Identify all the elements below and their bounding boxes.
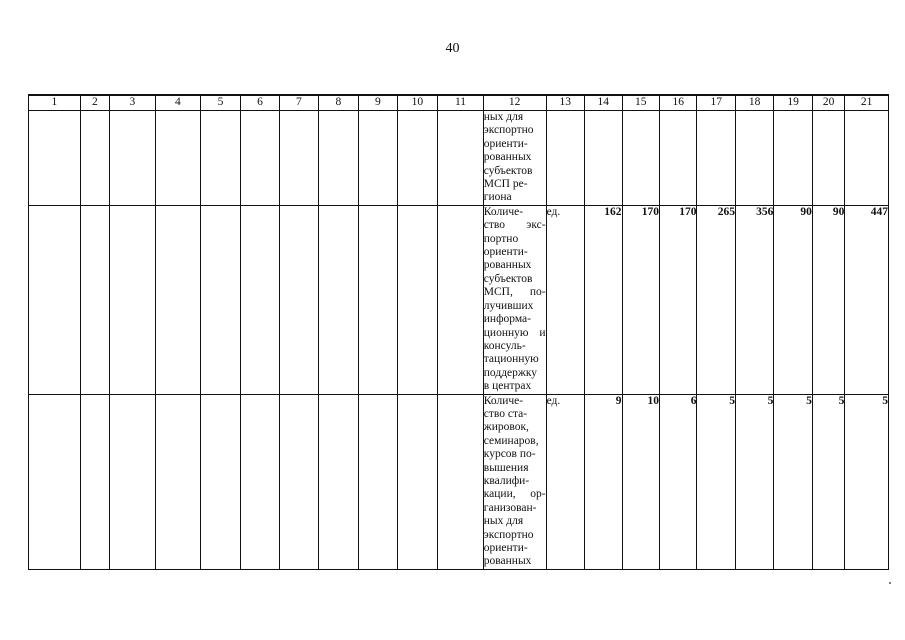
description-line: ориенти- <box>483 542 528 554</box>
description-line: ных для <box>483 515 524 528</box>
description-line: ство ста- <box>483 407 528 420</box>
empty-cell <box>318 205 359 394</box>
empty-cell <box>359 205 397 394</box>
empty-cell <box>29 111 81 206</box>
column-header-2: 2 <box>80 95 109 111</box>
column-header-18: 18 <box>735 95 773 111</box>
empty-cell <box>438 394 484 569</box>
description-line: Количе- <box>483 394 524 407</box>
column-header-3: 3 <box>110 95 156 111</box>
description-line: гиона <box>483 191 512 204</box>
indicator-description <box>483 394 546 569</box>
value-cell-col-19: 5 <box>774 394 812 569</box>
column-header-12: 12 <box>483 95 546 111</box>
value-cell-col-20 <box>812 111 844 206</box>
empty-cell <box>240 111 280 206</box>
column-header-9: 9 <box>359 95 397 111</box>
description-line: тационную <box>483 353 539 366</box>
column-header-20: 20 <box>812 95 844 111</box>
value-cell-col-20: 5 <box>812 394 844 569</box>
header-row <box>29 95 889 111</box>
description-line: курсов по- <box>483 448 536 461</box>
column-header-21: 21 <box>845 95 889 111</box>
value-cell-col-16: 170 <box>659 205 696 394</box>
description-line: рованных <box>483 259 532 272</box>
value-cell-col-20: 90 <box>812 205 844 394</box>
description-line: консуль- <box>483 339 526 352</box>
description-line: МСП ре- <box>483 178 528 191</box>
empty-cell <box>155 394 201 569</box>
column-header-4: 4 <box>155 95 201 111</box>
empty-cell <box>397 394 438 569</box>
value-cell-col-14: 9 <box>585 394 622 569</box>
empty-cell <box>201 111 241 206</box>
page-number: 40 <box>445 41 460 56</box>
indicator-description <box>483 205 546 394</box>
value-cell-col-18 <box>735 111 773 206</box>
value-cell-col-19: 90 <box>774 205 812 394</box>
value-cell-col-21 <box>845 111 889 206</box>
empty-cell <box>80 394 109 569</box>
unit-cell <box>546 111 584 206</box>
description-line: ство экс- <box>483 219 546 232</box>
description-line: ориенти- <box>483 137 528 150</box>
empty-cell <box>397 205 438 394</box>
empty-cell <box>80 111 109 206</box>
value-cell-col-21: 447 <box>845 205 889 394</box>
empty-cell <box>438 205 484 394</box>
description-line: ных для <box>483 111 524 123</box>
value-cell-col-17 <box>697 111 735 206</box>
description-line: информа- <box>483 313 531 326</box>
value-cell-col-15: 170 <box>622 205 659 394</box>
empty-cell <box>359 394 397 569</box>
empty-cell <box>110 394 156 569</box>
unit-cell: ед. <box>546 205 584 394</box>
description-line: ганизован- <box>483 501 537 514</box>
empty-cell <box>29 394 81 569</box>
description-line: экспортно <box>483 124 534 137</box>
column-header-19: 19 <box>774 95 812 111</box>
column-header-13: 13 <box>546 95 584 111</box>
value-cell-col-18: 5 <box>735 394 773 569</box>
value-cell-col-17: 265 <box>697 205 735 394</box>
value-cell-col-21: 5 <box>845 394 889 569</box>
empty-cell <box>240 394 280 569</box>
empty-cell <box>201 394 241 569</box>
empty-cell <box>110 111 156 206</box>
description-line: вышения <box>483 461 529 474</box>
value-cell-col-17: 5 <box>697 394 735 569</box>
empty-cell <box>29 205 81 394</box>
empty-cell <box>318 111 359 206</box>
empty-cell <box>155 111 201 206</box>
value-cell-col-14 <box>585 111 622 206</box>
column-header-7: 7 <box>280 95 318 111</box>
indicator-description <box>483 111 546 206</box>
description-line: рованных <box>483 151 532 164</box>
table-row <box>29 394 889 569</box>
column-header-6: 6 <box>240 95 280 111</box>
value-cell-col-14: 162 <box>585 205 622 394</box>
description-line: ориенти- <box>483 246 528 259</box>
empty-cell <box>80 205 109 394</box>
description-line: лучивших <box>483 299 534 312</box>
unit-cell: ед. <box>546 394 584 569</box>
empty-cell <box>240 205 280 394</box>
value-cell-col-16: 6 <box>659 394 696 569</box>
empty-cell <box>397 111 438 206</box>
description-line: ционную и <box>483 326 546 339</box>
description-line: субъектов <box>483 164 533 177</box>
column-header-8: 8 <box>318 95 359 111</box>
description-line: кации, ор- <box>483 488 546 501</box>
empty-cell <box>201 205 241 394</box>
column-header-15: 15 <box>622 95 659 111</box>
column-header-1: 1 <box>29 95 81 111</box>
value-cell-col-15: 10 <box>622 394 659 569</box>
empty-cell <box>280 111 318 206</box>
table-row <box>29 111 889 206</box>
empty-cell <box>280 205 318 394</box>
description-line: Количе- <box>483 205 524 218</box>
description-line: экспортно <box>483 528 534 541</box>
description-line: МСП, по- <box>483 286 546 299</box>
column-header-11: 11 <box>438 95 484 111</box>
column-header-16: 16 <box>659 95 696 111</box>
description-line: жировок, <box>483 421 529 434</box>
description-line: портно <box>483 232 519 245</box>
description-line: субъектов <box>483 272 533 285</box>
column-header-14: 14 <box>585 95 622 111</box>
description-line: семинаров, <box>483 434 539 447</box>
description-line: рованных <box>483 555 532 568</box>
scan-speck <box>889 582 891 584</box>
column-header-17: 17 <box>697 95 735 111</box>
empty-cell <box>155 205 201 394</box>
column-header-10: 10 <box>397 95 438 111</box>
value-cell-col-18: 356 <box>735 205 773 394</box>
table-row <box>29 205 889 394</box>
description-line: квалифи- <box>483 474 530 487</box>
empty-cell <box>280 394 318 569</box>
empty-cell <box>359 111 397 206</box>
value-cell-col-15 <box>622 111 659 206</box>
description-line: в центрах <box>483 380 532 393</box>
empty-cell <box>438 111 484 206</box>
empty-cell <box>318 394 359 569</box>
value-cell-col-19 <box>774 111 812 206</box>
description-line: поддержку <box>483 366 538 379</box>
value-cell-col-16 <box>659 111 696 206</box>
column-header-5: 5 <box>201 95 241 111</box>
empty-cell <box>110 205 156 394</box>
data-table <box>28 94 889 570</box>
